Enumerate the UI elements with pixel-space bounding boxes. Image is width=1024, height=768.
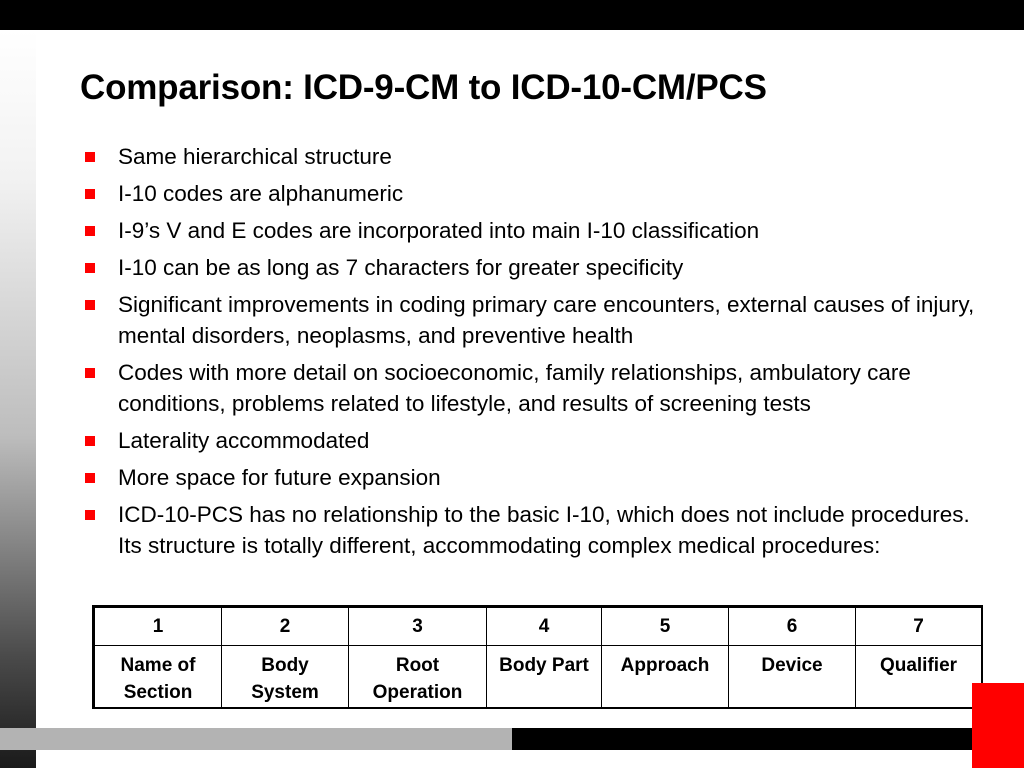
bullet-text: Significant improvements in coding primary care encounters, external causes of injury, mental disorders, neoplasms, and preventive health: [118, 292, 975, 348]
square-bullet-icon: [85, 436, 95, 446]
table-cell-name: Approach: [602, 646, 729, 709]
left-gradient-strip: [0, 30, 36, 768]
table-cell-position: 1: [95, 608, 222, 646]
pcs-structure-table: [92, 605, 983, 709]
bullet-item: [84, 425, 984, 456]
table-cell-name: Device: [729, 646, 856, 709]
bullet-item: [84, 252, 984, 283]
bullet-item: [84, 289, 984, 351]
bullet-text: Codes with more detail on socioeconomic, family relationships, ambulatory care conditions, problems related to lifestyle, and results of screening tests: [118, 360, 911, 416]
table-cell-name: Body System: [222, 646, 349, 709]
bullet-list: [84, 141, 984, 567]
square-bullet-icon: [85, 368, 95, 378]
bullet-text: Laterality accommodated: [118, 428, 370, 453]
bullet-text: I-10 can be as long as 7 characters for greater specificity: [118, 255, 684, 280]
bullet-item: [84, 178, 984, 209]
bullet-item: [84, 499, 984, 561]
table-cell-position: 7: [856, 608, 982, 646]
table-cell-position: 3: [349, 608, 487, 646]
table-cell-name: Name of Section: [95, 646, 222, 709]
bullet-item: [84, 462, 984, 493]
square-bullet-icon: [85, 473, 95, 483]
bullet-text: I-9’s V and E codes are incorporated into main I-10 classification: [118, 218, 760, 243]
pcs-table: [94, 607, 982, 709]
square-bullet-icon: [85, 152, 95, 162]
table-cell-position: 4: [487, 608, 602, 646]
bullet-text: More space for future expansion: [118, 465, 441, 490]
square-bullet-icon: [85, 226, 95, 236]
square-bullet-icon: [85, 510, 95, 520]
table-cell-position: 6: [729, 608, 856, 646]
red-accent-block: [972, 683, 1024, 768]
bottom-black-bar: [512, 728, 1024, 750]
table-row: [95, 646, 982, 709]
bullet-item: [84, 357, 984, 419]
bullet-item: [84, 215, 984, 246]
table-header-row: [95, 608, 982, 646]
slide-title: Comparison: ICD-9-CM to ICD-10-CM/PCS: [80, 68, 767, 107]
bullet-item: [84, 141, 984, 172]
table-cell-name: Body Part: [487, 646, 602, 709]
bullet-text: I-10 codes are alphanumeric: [118, 181, 404, 206]
table-cell-name: Qualifier: [856, 646, 982, 709]
table-cell-position: 5: [602, 608, 729, 646]
bullet-text: ICD-10-PCS has no relationship to the basic I-10, which does not include procedures. Its structure is totally different, accommodating complex medical procedures:: [118, 502, 970, 558]
square-bullet-icon: [85, 300, 95, 310]
square-bullet-icon: [85, 263, 95, 273]
bullet-text: Same hierarchical structure: [118, 144, 392, 169]
table-cell-name: Root Operation: [349, 646, 487, 709]
table-cell-position: 2: [222, 608, 349, 646]
bottom-gray-bar: [0, 728, 512, 750]
top-bar: [0, 0, 1024, 30]
square-bullet-icon: [85, 189, 95, 199]
